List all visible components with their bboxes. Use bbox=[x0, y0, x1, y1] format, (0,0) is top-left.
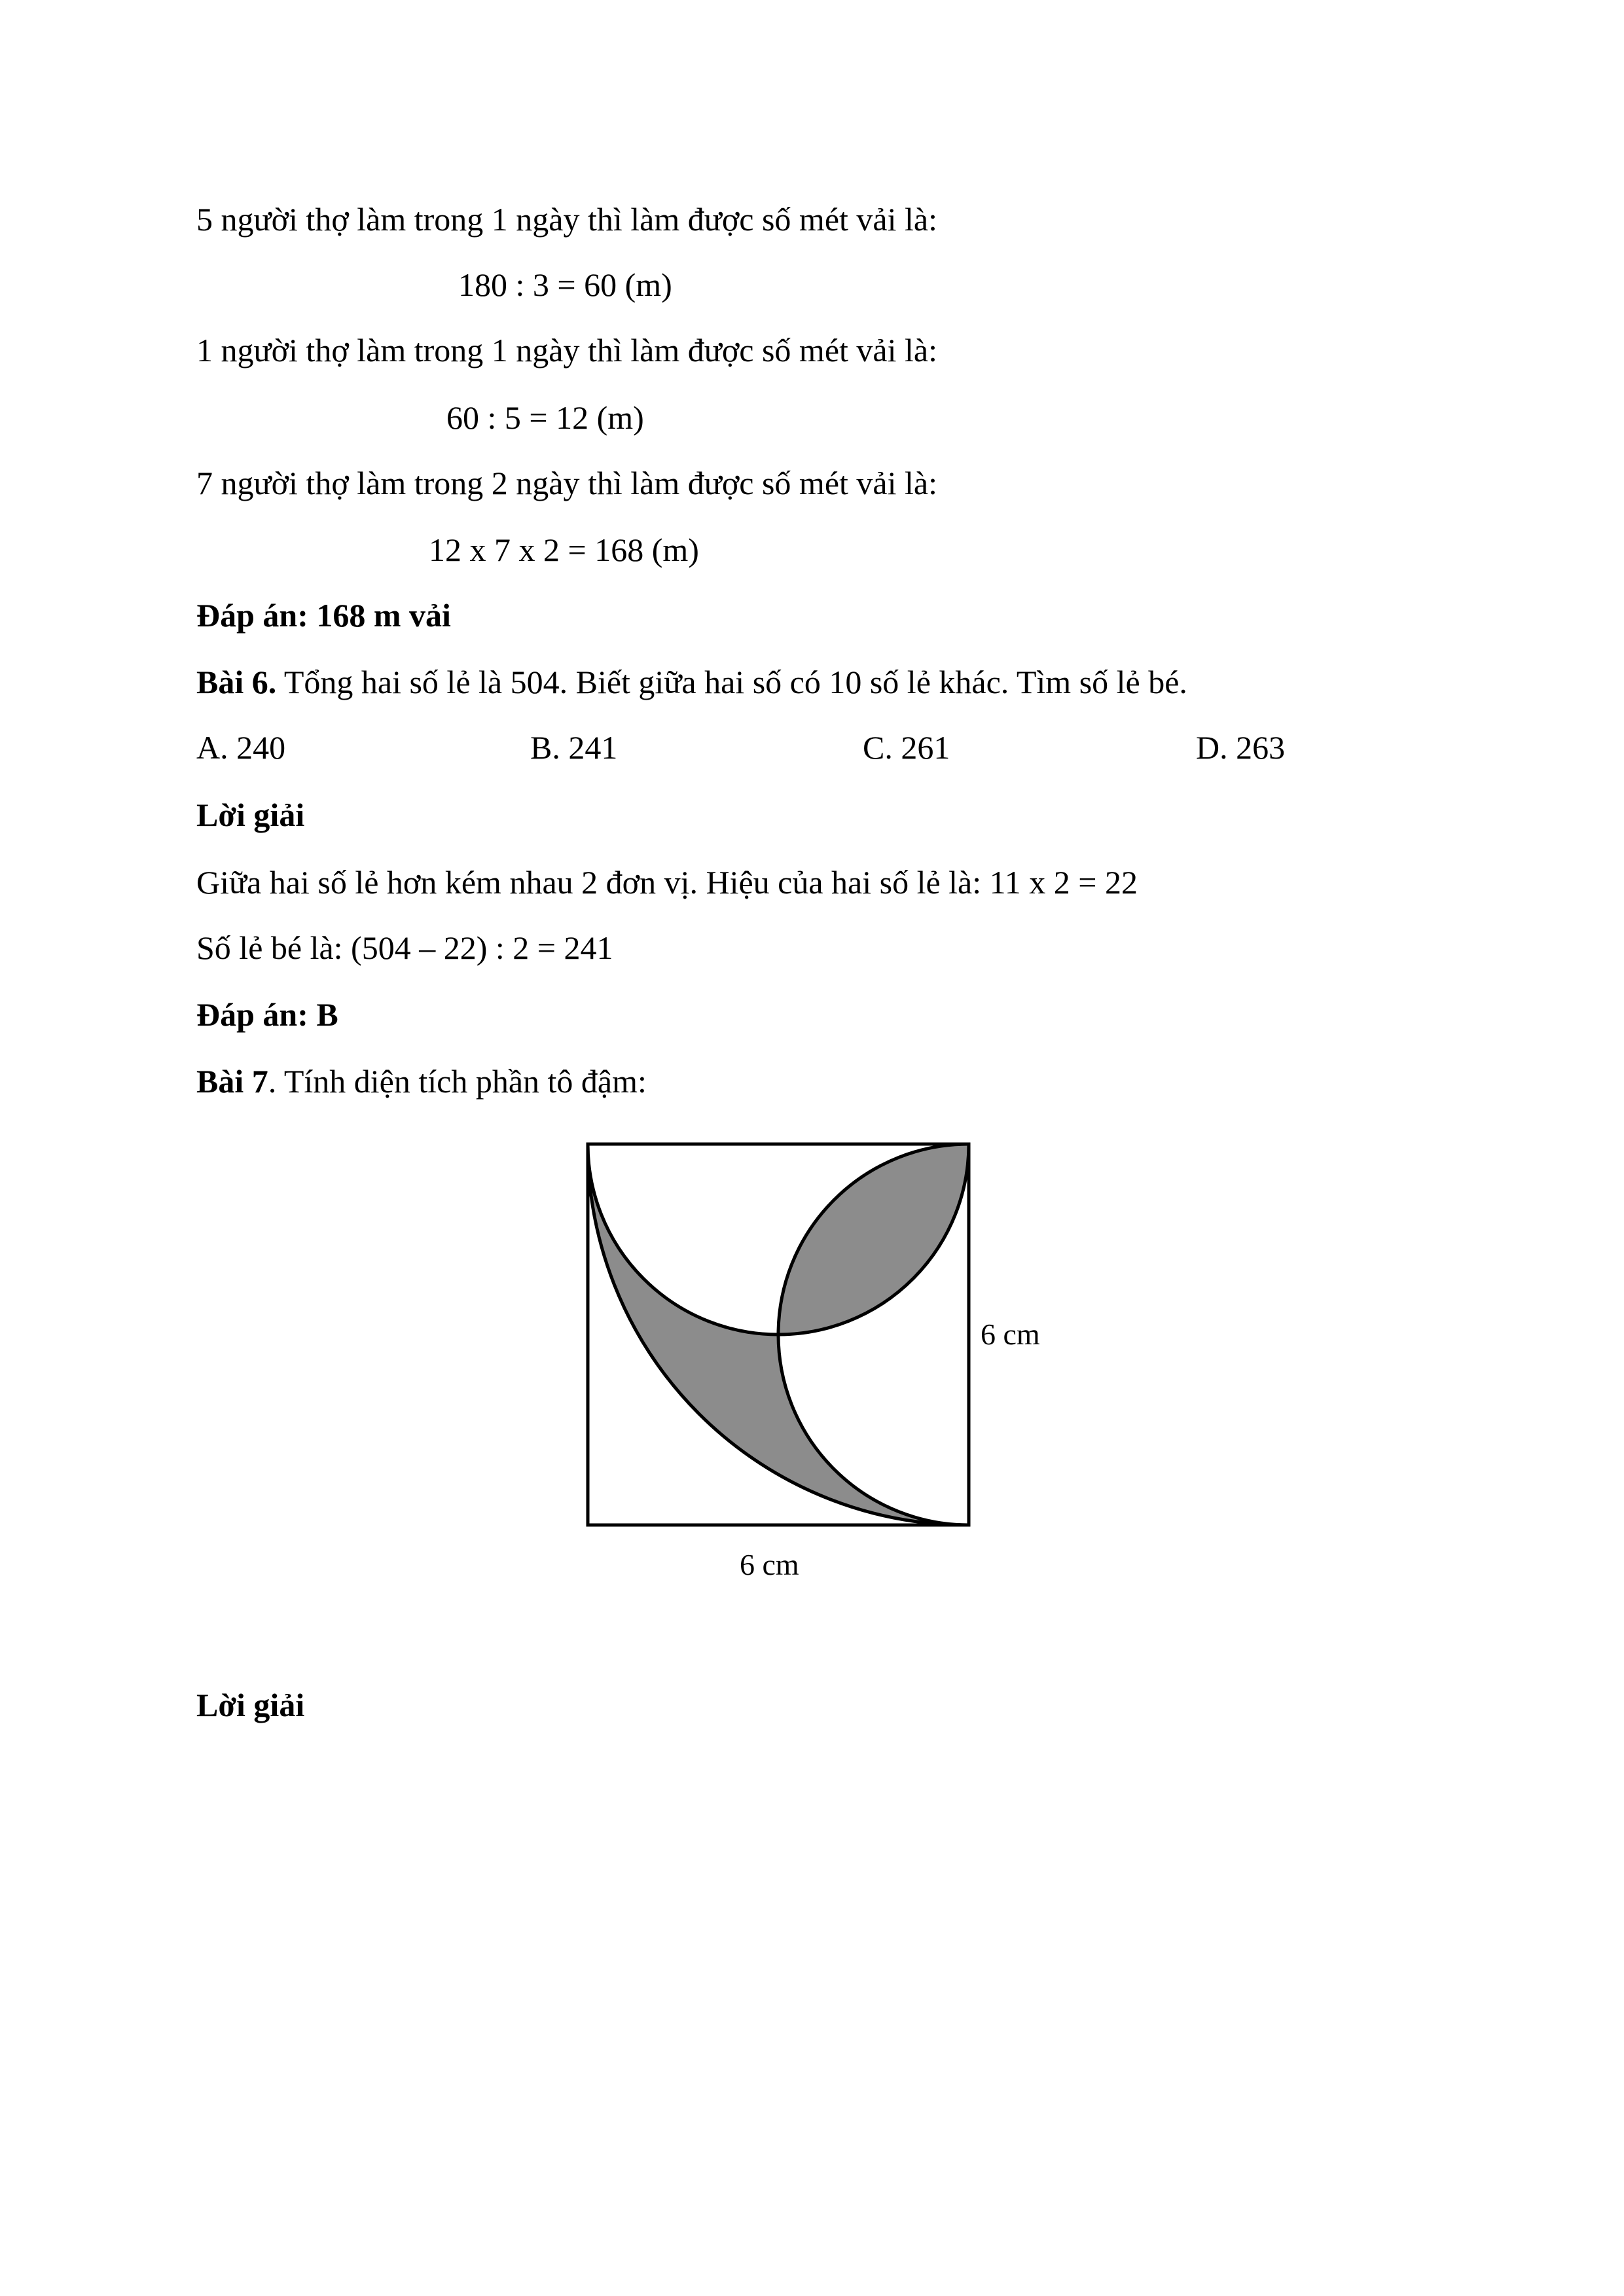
bai6-answer: Đáp án: B bbox=[196, 996, 338, 1033]
bai6-solution-line-1: Giữa hai số lẻ hơn kém nhau 2 đơn vị. Hiệu của hai số lẻ là: 11 x 2 = 22 bbox=[196, 864, 1138, 901]
bai7-question-text: . Tính diện tích phần tô đậm: bbox=[268, 1063, 647, 1100]
bai7-solution-heading: Lời giải bbox=[196, 1687, 305, 1723]
step-1-calc: 180 : 3 = 60 (m) bbox=[458, 266, 672, 303]
bai6-question bbox=[196, 662, 1187, 702]
step-3-text: 7 người thợ làm trong 2 ngày thì làm được số mét vải là: bbox=[196, 465, 937, 501]
shaded-area-figure bbox=[576, 1124, 1074, 1583]
bai6-question-text: Tổng hai số lẻ là 504. Biết giữa hai số có 10 số lẻ khác. Tìm số lẻ bé. bbox=[276, 664, 1187, 700]
bai6-option-b: B. 241 bbox=[530, 729, 618, 766]
bai7-label: Bài 7 bbox=[196, 1063, 268, 1100]
shaded-lens bbox=[779, 1144, 969, 1334]
bai7-question bbox=[196, 1062, 647, 1101]
bai6-option-d: D. 263 bbox=[1196, 729, 1286, 766]
step-2-calc: 60 : 5 = 12 (m) bbox=[446, 399, 644, 436]
label-right-side: 6 cm bbox=[981, 1318, 1040, 1351]
step-2-text: 1 người thợ làm trong 1 ngày thì làm được số mét vải là: bbox=[196, 332, 937, 368]
bai6-option-c: C. 261 bbox=[863, 729, 950, 766]
bai6-solution-line-2: Số lẻ bé là: (504 – 22) : 2 = 241 bbox=[196, 929, 613, 966]
step-3-calc: 12 x 7 x 2 = 168 (m) bbox=[429, 531, 699, 568]
bai6-solution-heading: Lời giải bbox=[196, 797, 305, 833]
answer-bai5: Đáp án: 168 m vải bbox=[196, 597, 451, 634]
label-bottom-side: 6 cm bbox=[740, 1548, 799, 1581]
bai6-label: Bài 6. bbox=[196, 664, 277, 700]
bai6-option-a: A. 240 bbox=[196, 729, 286, 766]
step-1-text: 5 người thợ làm trong 1 ngày thì làm được số mét vải là: bbox=[196, 201, 937, 238]
